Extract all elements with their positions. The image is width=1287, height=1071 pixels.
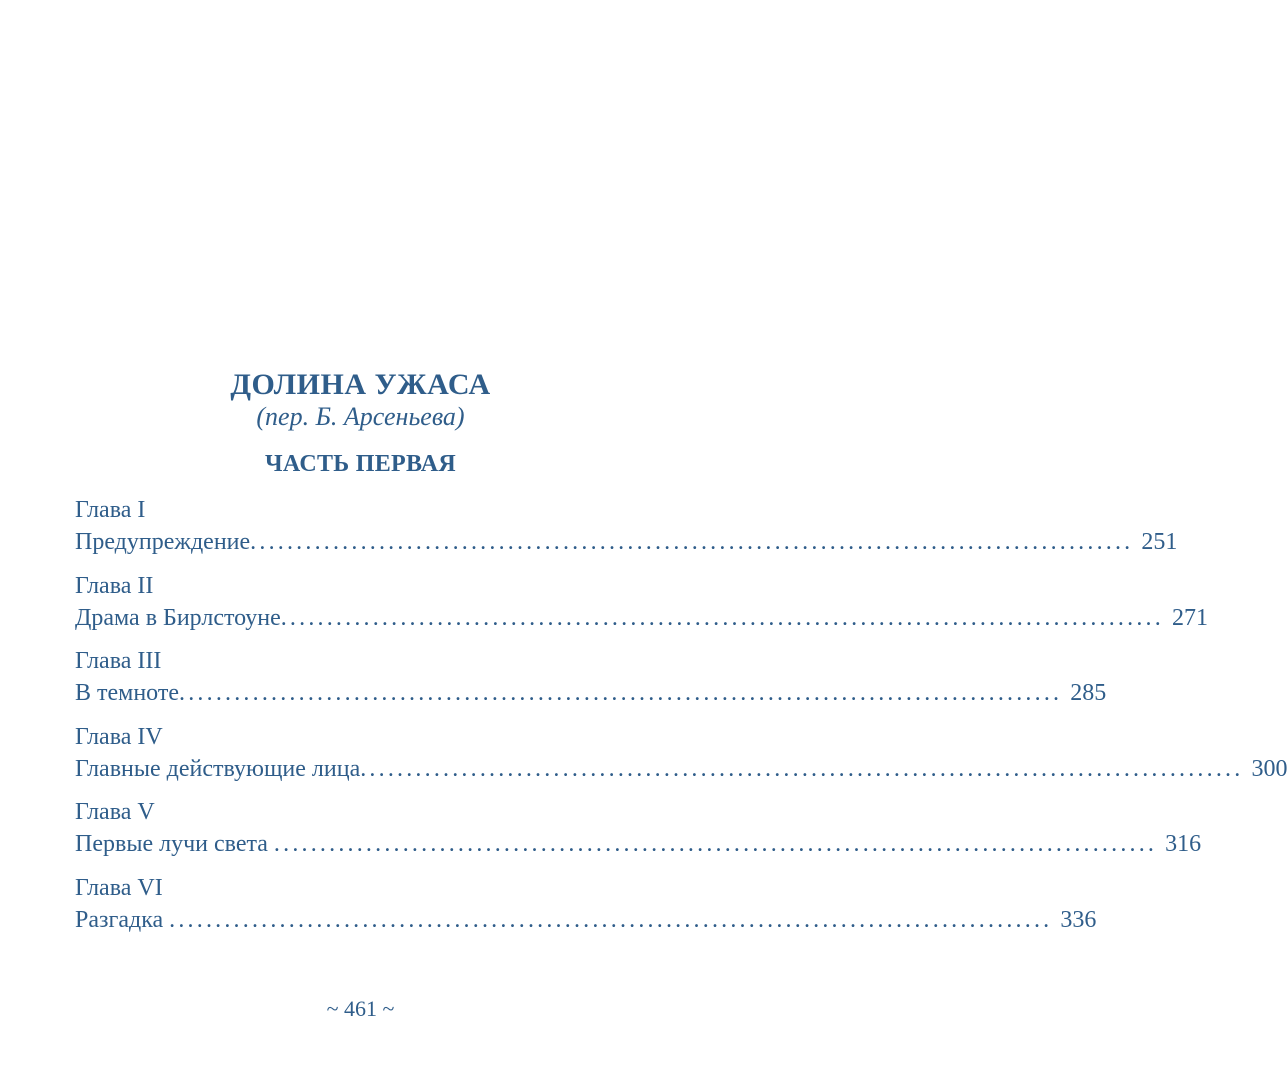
dot-leader: ................................................................................................ [250, 529, 1134, 555]
chapter-line [75, 753, 1287, 785]
chapter-title: Главные действующие лица [75, 755, 361, 782]
translator-credit: (пер. Б. Арсеньева) [256, 402, 465, 431]
dot-leader: ................................................................................................ [179, 680, 1063, 707]
chapter-line [75, 828, 1202, 860]
chapter-label: Глава V [75, 799, 155, 826]
chapter-label: Глава II [75, 572, 154, 599]
dot-leader: ................................................................................................ [360, 755, 1244, 782]
page-number: 285 [1070, 680, 1107, 707]
chapter-line [75, 526, 1178, 558]
toc-entry-5 [75, 796, 1202, 872]
page-number: 251 [1141, 529, 1178, 555]
chapter-title: Первые лучи света [75, 831, 274, 858]
chapter-label: Глава IV [75, 723, 163, 750]
chapter-label: Глава I [75, 497, 146, 523]
chapter-line [75, 602, 1208, 634]
chapter-label: Глава VI [75, 874, 163, 901]
page-number: 300 [1251, 755, 1287, 782]
toc-entry-6 [75, 872, 1097, 948]
dot-leader: ................................................................................................ [273, 831, 1158, 858]
page-folio: ~ 461 ~ [326, 996, 395, 1021]
chapter-line [75, 677, 1107, 709]
chapter-title: Предупреждение [75, 529, 251, 555]
page-number: 336 [1060, 906, 1097, 933]
dot-leader: ................................................................................................ [280, 604, 1164, 631]
page-title: ДОЛИНА УЖАСА [230, 368, 491, 401]
chapter-line [75, 904, 1097, 936]
part-title: ЧАСТЬ ПЕРВАЯ [264, 451, 457, 477]
toc-entry-1 [75, 494, 1178, 570]
toc-entry-4 [75, 721, 1287, 797]
chapter-title: В темноте [75, 680, 180, 707]
chapter-label: Глава III [75, 648, 162, 675]
chapter-title: Разгадка [75, 906, 170, 933]
toc-entry-2 [75, 570, 1208, 646]
chapter-title: Драма в Бирлстоуне [75, 604, 281, 631]
page-number: 316 [1165, 831, 1202, 858]
table-of-contents [75, 494, 1287, 948]
page-number: 271 [1171, 604, 1208, 631]
dot-leader: ................................................................................................ [169, 906, 1053, 933]
toc-entry-3 [75, 645, 1107, 721]
